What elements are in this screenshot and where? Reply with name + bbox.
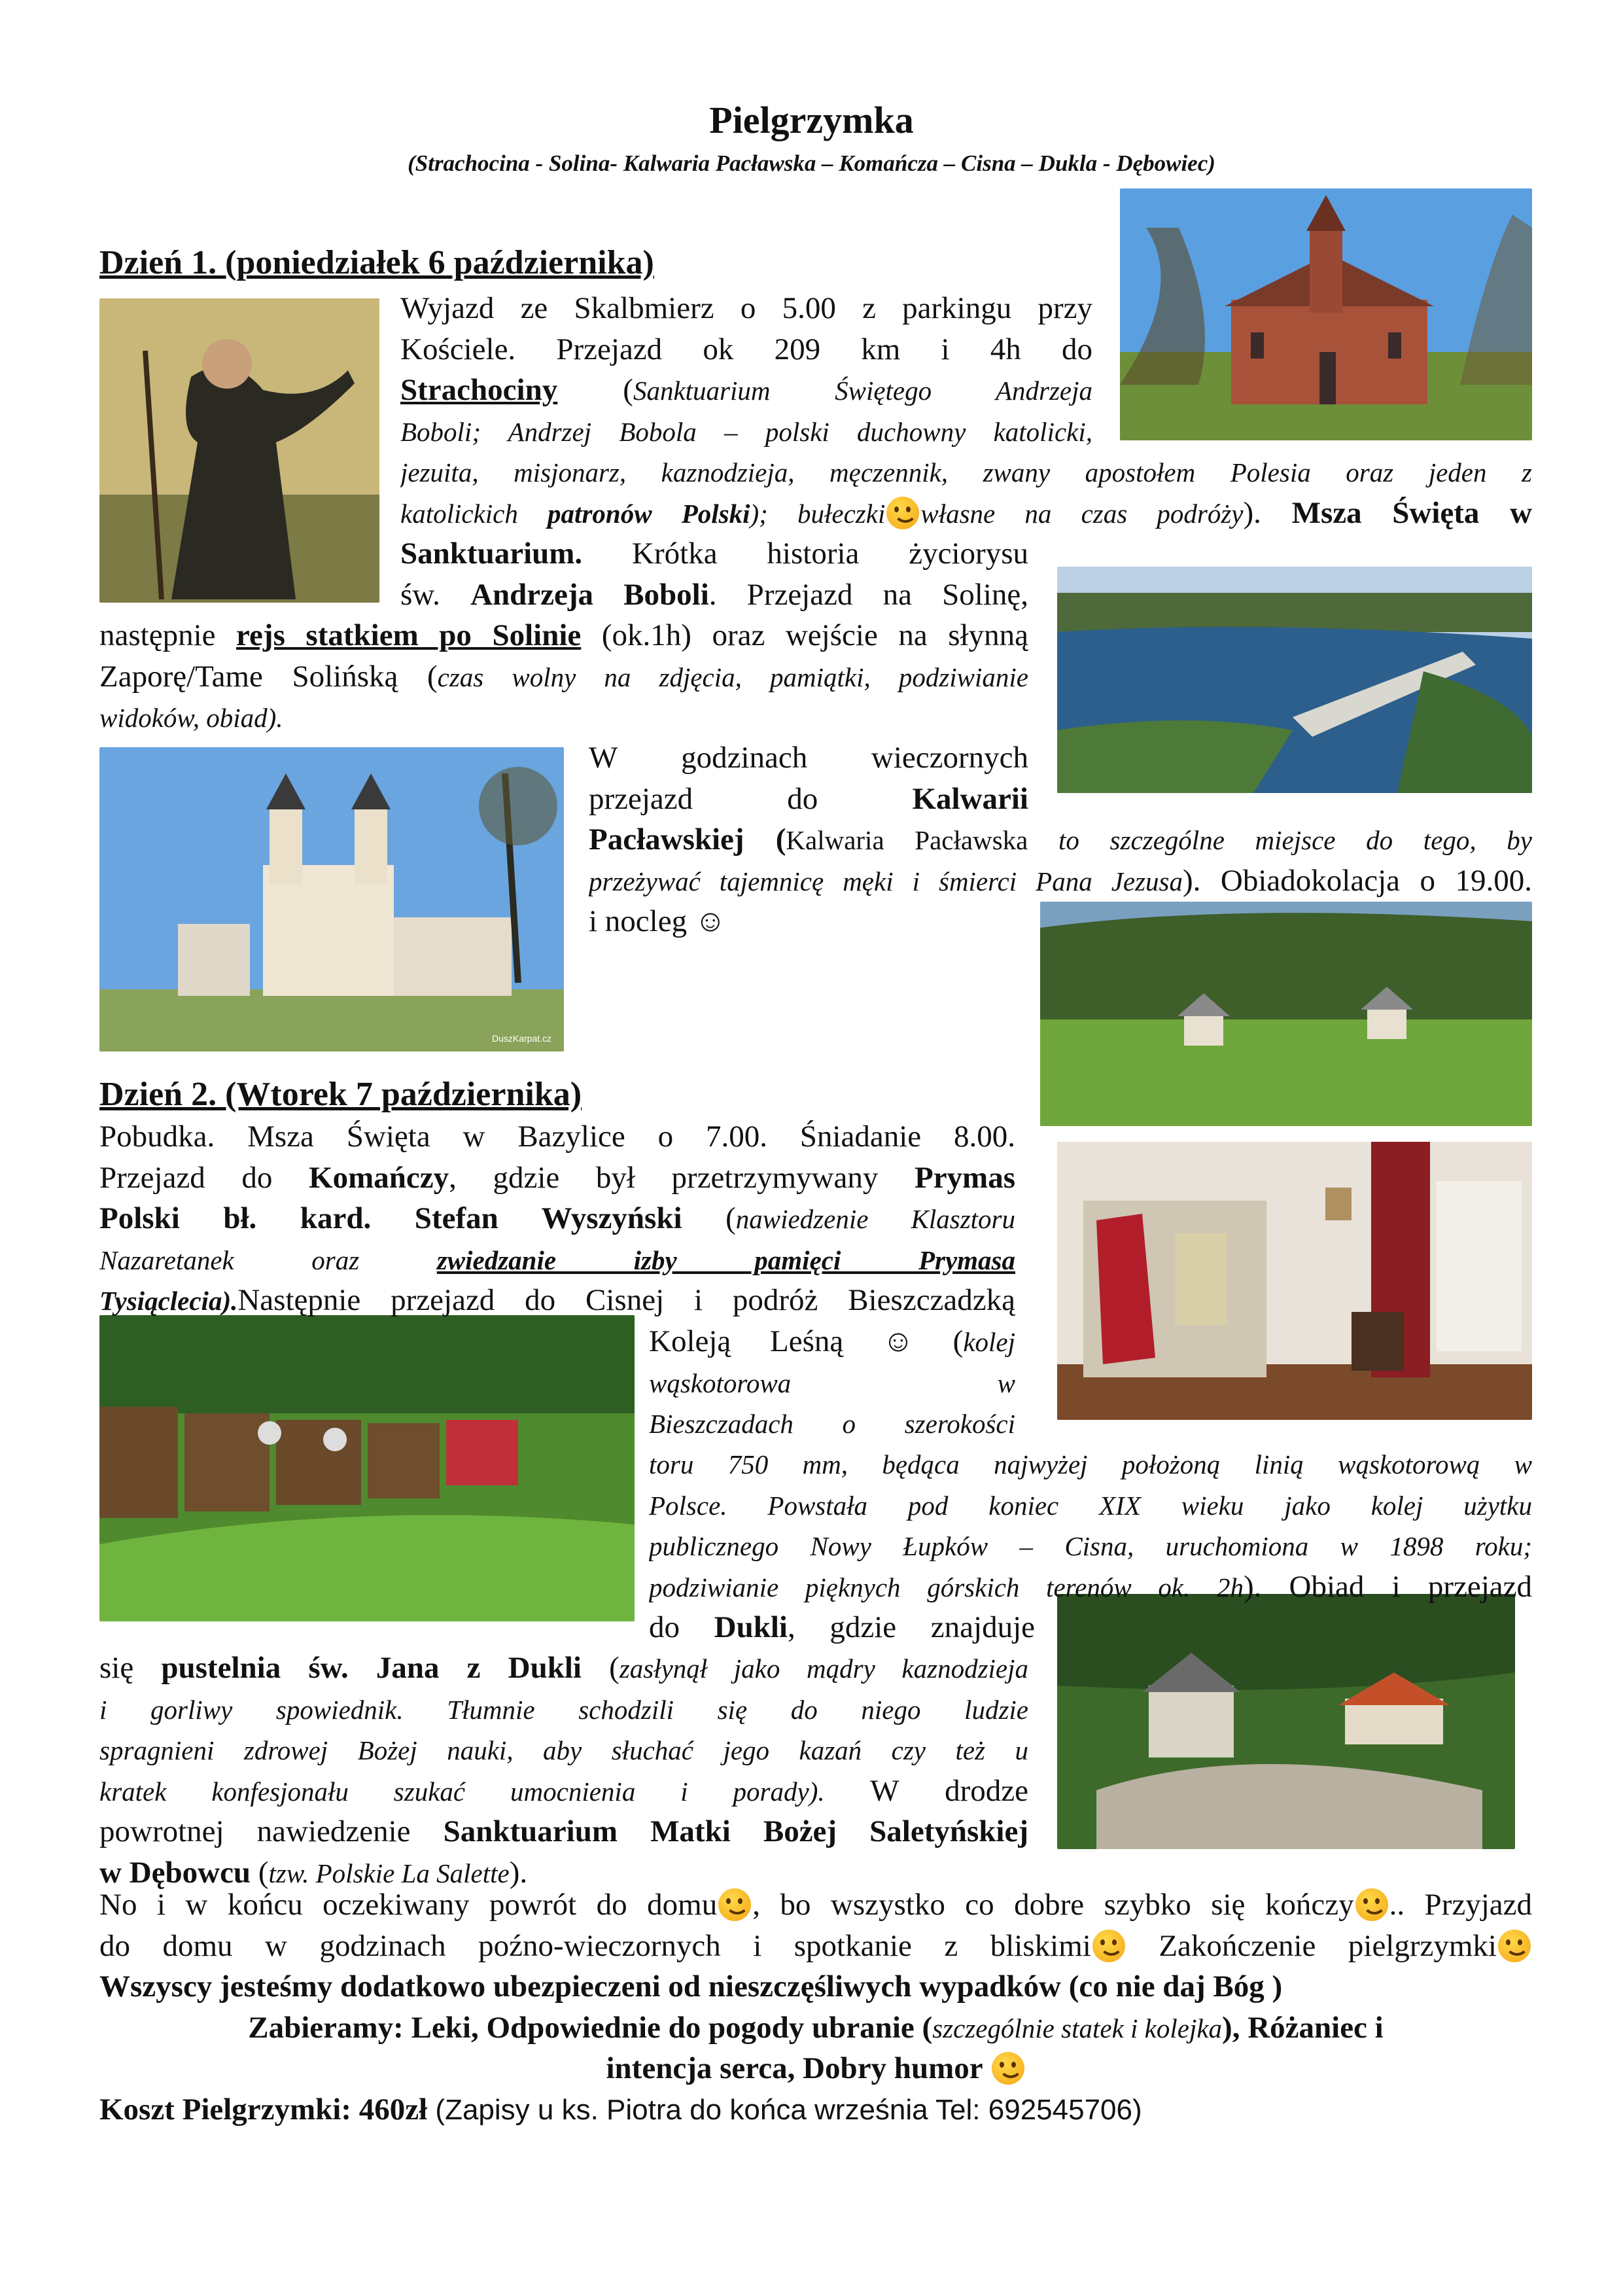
day2-line	[649, 1362, 1015, 1404]
text-fragment: do	[649, 1610, 714, 1644]
photo-watermark-text: DuszKarpat.cz	[492, 1033, 552, 1044]
day2-line	[649, 1403, 1015, 1444]
text-fragment: Następnie przejazd do Cisnej i podróż Bieszczadzką	[237, 1283, 1015, 1317]
text-fragment: własne na czas podróży	[920, 498, 1244, 529]
text-fragment: do domu w godzinach poźno-wieczornych i spotkanie z bliskimi	[99, 1928, 1091, 1963]
closing-text	[99, 1884, 1532, 2130]
text-fragment: Sanktuarium.	[400, 537, 583, 571]
packing-list	[99, 2007, 1532, 2049]
text-fragment: pustelnia św. Jana z Dukli	[161, 1651, 582, 1685]
day1-line	[400, 411, 1092, 452]
day2-line	[99, 1157, 1015, 1199]
text-fragment: Sanktuarium Świętego Andrzeja	[633, 376, 1092, 406]
day1-line	[99, 697, 1028, 738]
text-fragment: przeżywać tajemnicę męki i śmierci Pana Jezusa	[589, 866, 1183, 896]
day2-text-dukla-start	[649, 1607, 1035, 1648]
text-fragment: powrotnej nawiedzenie	[99, 1814, 444, 1848]
cost-line	[99, 2089, 1532, 2130]
day1-heading: Dzień 1. (poniedziałek 6 października)	[99, 244, 654, 281]
day1-line: Wyjazd ze Skalbmierz o 5.00 z parkingu przy	[400, 291, 1092, 325]
day2-line	[99, 1771, 1028, 1812]
text-fragment: Koleją Leśną ☺ (	[649, 1324, 964, 1358]
text-fragment: zasłynął jako mądry kaznodzieja	[619, 1653, 1028, 1684]
day2-line	[99, 1280, 1015, 1321]
text-fragment: spragnieni zdrowej Bożej nauki, aby słuchać jego kazań czy też u	[99, 1735, 1028, 1765]
text-fragment: ).	[1243, 495, 1292, 530]
text-fragment: Kalwarii	[912, 781, 1028, 816]
text-fragment: (	[251, 1855, 269, 1890]
day2-text-dukla	[99, 1648, 1028, 1893]
smiley-emoji-icon	[1355, 1888, 1388, 1921]
text-fragment: Prymas	[914, 1160, 1015, 1195]
text-fragment: . Przejazd na Solinę,	[708, 577, 1028, 612]
packing-list-cont	[99, 2048, 1532, 2089]
text-fragment: ).	[509, 1855, 528, 1890]
day2-line	[99, 1198, 1015, 1239]
church-strachocina-photo	[1120, 188, 1532, 440]
day1-line	[589, 860, 1532, 902]
text-fragment: , gdzie znajduje	[787, 1610, 1035, 1644]
text-fragment: Krótka historia życiorysu	[582, 537, 1028, 571]
text-fragment: następnie	[99, 618, 237, 652]
text-fragment: Andrzeja Boboli	[470, 577, 709, 612]
insurance-note: Wszyscy jesteśmy dodatkowo ubezpieczeni od nieszczęśliwych wypadków (co nie daj Bóg )	[99, 1969, 1283, 2004]
text-fragment: (ok.1h) oraz wejście na słynną	[581, 618, 1028, 652]
text-fragment: (	[581, 1651, 620, 1685]
text-fragment: .. Przyjazd	[1389, 1888, 1532, 1922]
day1-line	[99, 656, 1028, 698]
text-fragment: św.	[400, 577, 471, 612]
day1-text-wide	[400, 451, 1532, 533]
bieszczady-railway-photo	[99, 1315, 635, 1621]
text-fragment: , gdzie był przetrzymywany	[449, 1160, 915, 1195]
day2-line: Pobudka. Msza Święta w Bazylice o 7.00. Śniadanie 8.00.	[99, 1120, 1015, 1154]
smiley-emoji-icon	[718, 1888, 751, 1921]
smiley-emoji-icon	[1092, 1930, 1125, 1962]
day2-text-railway	[649, 1321, 1015, 1444]
text-fragment: wąskotorowa w	[649, 1368, 1015, 1398]
smiley-emoji-icon	[886, 497, 919, 529]
strachocina-link: Strachociny	[400, 373, 558, 407]
day2-text-railway-wide	[649, 1443, 1532, 1607]
closing-line	[99, 1884, 1532, 1926]
day2-line	[649, 1443, 1532, 1485]
day2-line	[649, 1525, 1532, 1566]
solina-dam-photo	[1057, 567, 1532, 793]
day2-line	[99, 1239, 1015, 1280]
text-fragment: katolickich	[400, 498, 548, 529]
prymas-memorial-room-photo	[1057, 1142, 1532, 1420]
text-fragment: jezuita, misjonarz, kaznodzieja, męczennik, zwany apostołem Polesia oraz jeden z	[400, 457, 1532, 487]
text-fragment: w Dębowcu	[99, 1855, 251, 1890]
day2-line	[99, 1648, 1028, 1689]
day2-line	[99, 1689, 1028, 1730]
day1-line: Kościele. Przejazd ok 209 km i 4h do	[400, 332, 1092, 366]
text-fragment: patronów Polski	[548, 498, 750, 529]
text-fragment: W drodze	[824, 1773, 1028, 1808]
text-fragment: Zabieramy: Leki, Odpowiednie do pogody ubranie (	[248, 2010, 933, 2045]
day1-line: W godzinach wieczornych	[589, 741, 1028, 775]
day1-line	[99, 615, 1028, 656]
page-title: Pielgrzymka	[709, 99, 914, 141]
day1-text-evening	[589, 737, 1028, 819]
day1-line	[400, 533, 1028, 574]
text-fragment: Przejazd do	[99, 1160, 309, 1195]
text-fragment: Polsce. Powstała pod koniec XIX wieku jako kolej użytku	[649, 1490, 1532, 1521]
text-fragment: intencja serca, Dobry humor	[606, 2051, 983, 2085]
day1-text-left	[99, 615, 1028, 738]
text-fragment: Sanktuarium Matki Bożej Saletyńskiej	[443, 1814, 1028, 1848]
day1-line	[400, 574, 1028, 616]
dukla-hermitage-photo	[1057, 1594, 1515, 1849]
text-fragment: (	[557, 373, 633, 407]
text-fragment: przejazd do	[589, 781, 913, 816]
day1-line	[589, 819, 1532, 860]
day1-line	[400, 370, 1092, 411]
text-fragment: Komańczy	[309, 1160, 449, 1195]
text-fragment: No i w końcu oczekiwany powrót do domu	[99, 1888, 718, 1922]
text-fragment: (	[682, 1201, 736, 1235]
text-fragment: zwiedzanie izby pamięci Prymasa	[436, 1245, 1015, 1275]
day2-line	[649, 1321, 1015, 1362]
text-fragment: szczególnie statek i kolejka	[932, 2013, 1223, 2043]
day1-text-mid	[400, 533, 1028, 615]
smiley-emoji-icon	[992, 2052, 1024, 2085]
text-fragment: czas wolny na zdjęcia, pamiątki, podziwianie	[437, 662, 1028, 692]
text-fragment: ), Różaniec i	[1222, 2010, 1384, 2045]
text-fragment: tzw. Polskie La Salette	[268, 1858, 510, 1888]
text-fragment: ). Obiad i przejazd	[1243, 1569, 1532, 1604]
text-fragment: ); bułeczki	[750, 498, 886, 529]
text-fragment: kolej	[963, 1327, 1015, 1357]
text-fragment: widoków, obiad).	[99, 703, 283, 733]
text-fragment: Polski bł. kard. Stefan Wyszyński	[99, 1201, 682, 1235]
text-fragment: Bieszczadach o szerokości	[649, 1409, 1015, 1439]
day1-line: i nocleg ☺	[589, 904, 726, 938]
day2-line	[649, 1607, 1035, 1648]
day2-text-top	[99, 1116, 1015, 1321]
text-fragment: się	[99, 1651, 162, 1685]
day1-text-top	[400, 288, 1092, 451]
text-fragment: , bo wszystko co dobre szybko się kończy	[752, 1888, 1354, 1922]
day1-line	[589, 779, 1028, 820]
text-fragment: Zakończenie pielgrzymki	[1126, 1928, 1497, 1963]
day2-line	[99, 1729, 1028, 1771]
text-fragment: publicznego Nowy Łupków – Cisna, uruchomiona w 1898 roku;	[649, 1531, 1532, 1561]
day1-line	[400, 451, 1532, 493]
text-fragment: podziwianie pięknych górskich terenów ok. 2h	[649, 1572, 1244, 1602]
day1-text-kalwaria	[589, 819, 1532, 942]
day2-line	[649, 1485, 1532, 1526]
text-fragment: to szczególne miejsce do tego, by	[1058, 825, 1532, 855]
text-fragment: Tysiąclecia).	[99, 1286, 238, 1316]
text-fragment: toru 750 mm, będąca najwyżej położoną linią wąskotorową w	[649, 1449, 1532, 1479]
day2-line	[99, 1811, 1028, 1852]
closing-line	[99, 1926, 1532, 1967]
kalwaria-basilica-photo	[99, 747, 564, 1051]
smiley-emoji-icon	[1498, 1930, 1531, 1962]
day2-line	[649, 1566, 1532, 1608]
text-fragment: nawiedzenie Klasztoru	[735, 1204, 1015, 1234]
registration-info: (Zapisy u ks. Piotra do końca września Tel: 692545706)	[427, 2093, 1142, 2126]
cost-amount: Koszt Pielgrzymki: 460zł	[99, 2092, 428, 2127]
text-fragment: Nazaretanek oraz	[99, 1245, 437, 1275]
rejs-statkiem-text: rejs statkiem po Solinie	[236, 618, 582, 652]
day1-line	[400, 493, 1532, 534]
text-fragment: kratek konfesjonału szukać umocnienia i porady).	[99, 1776, 825, 1807]
day2-heading: Dzień 2. (Wtorek 7 października)	[99, 1076, 582, 1113]
text-fragment: i gorliwy spowiednik. Tłumnie schodzili się do niego ludzie	[99, 1694, 1028, 1725]
page-subtitle: (Strachocina - Solina- Kalwaria Pacławska – Komańcza – Cisna – Dukla - Dębowiec)	[408, 150, 1215, 176]
text-fragment: Boboli; Andrzej Bobola – polski duchowny katolicki,	[400, 416, 1092, 447]
bobola-painting-photo	[99, 298, 379, 603]
text-fragment: Kalwaria Pacławska	[786, 825, 1058, 855]
text-fragment: Pacławskiej (	[589, 822, 786, 857]
text-fragment: Msza Święta w	[1291, 495, 1532, 530]
text-fragment: ). Obiadokolacja o 19.00.	[1183, 863, 1532, 898]
text-fragment: Zaporę/Tame Solińską (	[99, 659, 438, 694]
text-fragment: Dukli	[714, 1610, 788, 1644]
